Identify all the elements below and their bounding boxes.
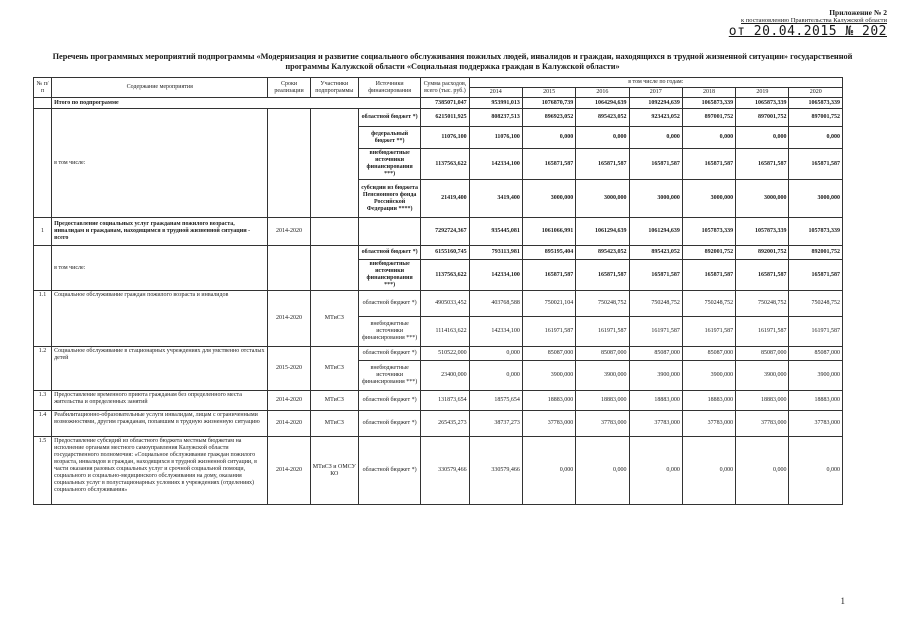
row-year-value: 3000,000 [576, 180, 629, 218]
row-year-value: 897001,752 [736, 109, 789, 127]
row-year-value: 161971,587 [789, 317, 843, 347]
row-content: в том числе: [52, 246, 268, 291]
row-year-value: 793113,981 [469, 246, 522, 260]
row-term: 2014-2020 [268, 291, 310, 347]
appendix-block [557, 8, 887, 39]
row-total: 6155160,745 [421, 246, 469, 260]
row-year-value: 165871,587 [522, 149, 575, 180]
page-number: 1 [840, 596, 845, 606]
row-year-value: 161971,587 [682, 317, 735, 347]
row-total: 23400,000 [421, 361, 469, 391]
col-by-years: в том числе по годам: [469, 78, 842, 88]
row-source: внебюджетные источники финансирования ***) [358, 317, 420, 347]
row-year-value: 0,000 [736, 437, 789, 505]
row-year-value: 18883,000 [789, 391, 843, 411]
row-year-value: 165871,587 [682, 260, 735, 291]
row-year-value: 165871,587 [629, 260, 682, 291]
row-source: областной бюджет *) [358, 411, 420, 437]
table-row [34, 291, 843, 317]
row-source: областной бюджет *) [358, 437, 420, 505]
row-num [34, 246, 52, 291]
row-year-value: 0,000 [682, 437, 735, 505]
row-term: 2014-2020 [268, 218, 310, 246]
row-year-value: 892001,752 [736, 246, 789, 260]
row-source: областной бюджет *) [358, 347, 420, 361]
row-content: Предоставление субсидий из областного бюджета местным бюджетам на исполнение органами местного самоуправления Калужской области государственного полномочия: «Социальное обслуживание граждан пожилого возраста, инвалидов и граждан, находящихся в трудной жизненной ситуации, в части оказания разовых социальных услуг и срочной социальной помощи, социального и социально-медицинского обслуживания на дому, оказания социальных услуг в полустационарных условиях в учреждениях (отделениях) социального обслуживания» [52, 437, 268, 505]
row-year-value: 85087,000 [682, 347, 735, 361]
row-year-value: 142334,100 [469, 260, 522, 291]
row-total: 6215011,925 [421, 109, 469, 127]
table-row [34, 411, 843, 437]
decree-label: к постановлению Правительства Калужской области [741, 17, 887, 24]
col-total: Сумма расходов, всего (тыс. руб.) [421, 78, 469, 98]
row-year-value: 1057873,339 [789, 218, 843, 246]
table-row [34, 218, 843, 246]
row-year-value: 3900,000 [576, 361, 629, 391]
row-year-value: 18883,000 [576, 391, 629, 411]
row-year-value: 85087,000 [522, 347, 575, 361]
row-total: 131873,654 [421, 391, 469, 411]
row-term: 2014-2020 [268, 391, 310, 411]
row-year-value: 85087,000 [576, 347, 629, 361]
row-year-value: 1061294,639 [576, 218, 629, 246]
row-year-value: 0,000 [469, 361, 522, 391]
row-year-value: 37783,000 [629, 411, 682, 437]
row-participants: МТиСЗ [310, 347, 358, 391]
row-year-value: 0,000 [469, 347, 522, 361]
table-row [34, 391, 843, 411]
row-year-value: 3000,000 [736, 180, 789, 218]
row-year-value: 1092294,639 [629, 98, 682, 109]
row-year-value: 1057873,339 [736, 218, 789, 246]
row-year-value: 1065873,339 [789, 98, 843, 109]
row-content: Предоставление социальных услуг гражданам пожилого возраста, инвалидам и гражданам, находящимся в трудной жизненной ситуации - всего [52, 218, 268, 246]
col-participants: Участники подпрограммы [310, 78, 358, 98]
row-year-value: 750248,752 [682, 291, 735, 317]
row-year-value: 18883,000 [629, 391, 682, 411]
col-year: 2018 [682, 88, 735, 98]
row-num: 1.1 [34, 291, 52, 347]
row-year-value: 1057873,339 [682, 218, 735, 246]
row-total: 330579,466 [421, 437, 469, 505]
row-total: 1137563,622 [421, 149, 469, 180]
row-year-value: 165871,587 [789, 149, 843, 180]
col-sources: Источники финансирования [358, 78, 420, 98]
row-term: 2015-2020 [268, 347, 310, 391]
decree-date: от 20.04.2015 № 202 [728, 24, 887, 39]
row-total: 1137563,622 [421, 260, 469, 291]
col-content: Содержание мероприятия [52, 78, 268, 98]
row-term [268, 109, 310, 218]
row-source: внебюджетные источники финансирования ***) [358, 361, 420, 391]
col-terms: Сроки реализации [268, 78, 310, 98]
row-year-value: 750248,752 [736, 291, 789, 317]
table-row [34, 437, 843, 505]
row-year-value: 330579,466 [469, 437, 522, 505]
row-year-value: 892001,752 [682, 246, 735, 260]
row-year-value: 3000,000 [789, 180, 843, 218]
row-source: областной бюджет *) [358, 246, 420, 260]
table-row [34, 98, 843, 109]
row-year-value: 750248,752 [789, 291, 843, 317]
row-source: федеральный бюджет **) [358, 127, 420, 149]
row-total: 7292724,367 [421, 218, 469, 246]
row-year-value: 37783,000 [789, 411, 843, 437]
row-term: 2014-2020 [268, 411, 310, 437]
row-year-value: 1064294,639 [576, 98, 629, 109]
row-year-value: 0,000 [789, 437, 843, 505]
row-year-value: 85087,000 [736, 347, 789, 361]
row-year-value: 935445,081 [469, 218, 522, 246]
col-year: 2014 [469, 88, 522, 98]
row-num [34, 109, 52, 218]
row-participants [310, 109, 358, 218]
row-year-value: 403768,588 [469, 291, 522, 317]
row-content: Социальное обслуживание граждан пожилого возраста и инвалидов [52, 291, 268, 347]
row-year-value: 895423,052 [629, 246, 682, 260]
row-year-value: 897001,752 [682, 109, 735, 127]
col-year: 2016 [576, 88, 629, 98]
row-year-value: 142334,100 [469, 149, 522, 180]
row-year-value: 3000,000 [629, 180, 682, 218]
row-source: внебюджетные источники финансирования ***) [358, 260, 420, 291]
row-year-value: 0,000 [576, 437, 629, 505]
row-year-value: 953991,013 [469, 98, 522, 109]
row-year-value: 18883,000 [522, 391, 575, 411]
row-year-value: 3900,000 [522, 361, 575, 391]
row-year-value: 165871,587 [736, 260, 789, 291]
row-year-value: 165871,587 [522, 260, 575, 291]
row-participants: МТиСЗ и ОМСУ КО [310, 437, 358, 505]
row-year-value: 1076870,739 [522, 98, 575, 109]
row-content: Социальное обслуживание в стационарных учреждениях для умственно отсталых детей [52, 347, 268, 391]
row-year-value: 85087,000 [629, 347, 682, 361]
row-content: Реабилитационно-образовательные услуги инвалидам, лицам с ограниченными возможностями, другим гражданам, попавшим в трудную жизненную ситуацию [52, 411, 268, 437]
row-year-value: 3900,000 [682, 361, 735, 391]
program-table-wrapper [33, 77, 843, 505]
row-year-value: 0,000 [629, 437, 682, 505]
row-year-value: 3000,000 [682, 180, 735, 218]
row-year-value: 895423,052 [576, 246, 629, 260]
col-num: № п/п [34, 78, 52, 98]
row-year-value: 750248,752 [629, 291, 682, 317]
row-year-value: 1061066,991 [522, 218, 575, 246]
row-total: 21419,400 [421, 180, 469, 218]
row-source: областной бюджет *) [358, 391, 420, 411]
row-year-value: 0,000 [522, 437, 575, 505]
row-year-value: 11076,100 [469, 127, 522, 149]
row-year-value: 923423,052 [629, 109, 682, 127]
col-year: 2017 [629, 88, 682, 98]
row-total: 265435,273 [421, 411, 469, 437]
row-year-value: 750021,104 [522, 291, 575, 317]
row-year-value: 896923,052 [522, 109, 575, 127]
row-term: 2014-2020 [268, 437, 310, 505]
table-row [34, 246, 843, 260]
row-year-value: 18883,000 [736, 391, 789, 411]
row-year-value: 18575,654 [469, 391, 522, 411]
row-year-value: 892001,752 [789, 246, 843, 260]
row-year-value: 165871,587 [576, 260, 629, 291]
row-year-value: 3419,400 [469, 180, 522, 218]
row-year-value: 3000,000 [522, 180, 575, 218]
row-year-value: 895423,052 [576, 109, 629, 127]
row-year-value: 0,000 [682, 127, 735, 149]
row-year-value: 3900,000 [736, 361, 789, 391]
row-year-value: 895195,404 [522, 246, 575, 260]
row-source: внебюджетные источники финансирования ***) [358, 149, 420, 180]
row-num: 1.4 [34, 411, 52, 437]
row-year-value: 0,000 [736, 127, 789, 149]
row-year-value: 161971,587 [629, 317, 682, 347]
row-year-value: 808237,513 [469, 109, 522, 127]
row-year-value: 165871,587 [736, 149, 789, 180]
row-content: Итого по подпрограмме [52, 98, 421, 109]
document-title: Перечень программных мероприятий подпрограммы «Модернизация и развитие социального обслуживания пожилых людей, инвалидов и граждан, находящихся в трудной жизненной ситуации» государственной программы Калужской области «Социальная поддержка граждан в Калужской области» [52, 52, 853, 71]
appendix-label: Приложение № 2 [829, 8, 887, 17]
row-year-value: 0,000 [576, 127, 629, 149]
row-num: 1 [34, 218, 52, 246]
col-year: 2020 [789, 88, 843, 98]
row-year-value: 165871,587 [789, 260, 843, 291]
row-year-value: 161971,587 [576, 317, 629, 347]
row-source [358, 218, 420, 246]
row-year-value: 165871,587 [682, 149, 735, 180]
row-year-value: 3900,000 [789, 361, 843, 391]
row-year-value: 1065873,339 [682, 98, 735, 109]
row-year-value: 85087,000 [789, 347, 843, 361]
row-year-value: 0,000 [629, 127, 682, 149]
row-year-value: 161971,587 [522, 317, 575, 347]
row-year-value: 38737,273 [469, 411, 522, 437]
row-participants: МТиСЗ [310, 411, 358, 437]
row-year-value: 37783,000 [576, 411, 629, 437]
row-year-value: 161971,587 [736, 317, 789, 347]
col-year: 2019 [736, 88, 789, 98]
row-year-value: 0,000 [522, 127, 575, 149]
row-content: Предоставление временного приюта гражданам без определенного места жительства и определенных занятий [52, 391, 268, 411]
table-row [34, 109, 843, 127]
row-year-value: 750248,752 [576, 291, 629, 317]
row-total: 7385071,047 [421, 98, 469, 109]
row-source: субсидии из бюджета Пенсионного фонда Российской Федерации ****) [358, 180, 420, 218]
row-source: областной бюджет *) [358, 291, 420, 317]
row-year-value: 142334,100 [469, 317, 522, 347]
row-total: 4905033,452 [421, 291, 469, 317]
row-content: в том числе: [52, 109, 268, 218]
row-year-value: 3900,000 [629, 361, 682, 391]
row-year-value: 37783,000 [682, 411, 735, 437]
row-num: 1.3 [34, 391, 52, 411]
row-total: 1114163,622 [421, 317, 469, 347]
row-num [34, 98, 52, 109]
table-row [34, 347, 843, 361]
row-year-value: 165871,587 [629, 149, 682, 180]
row-participants [310, 246, 358, 291]
row-year-value: 1061294,639 [629, 218, 682, 246]
row-participants [310, 218, 358, 246]
row-year-value: 0,000 [789, 127, 843, 149]
row-year-value: 1065873,339 [736, 98, 789, 109]
row-term [268, 246, 310, 291]
row-year-value: 18883,000 [682, 391, 735, 411]
row-total: 11076,100 [421, 127, 469, 149]
row-num: 1.2 [34, 347, 52, 391]
row-num: 1.5 [34, 437, 52, 505]
col-year: 2015 [522, 88, 575, 98]
row-participants: МТиСЗ [310, 391, 358, 411]
program-table [33, 77, 843, 505]
row-year-value: 37783,000 [522, 411, 575, 437]
row-year-value: 165871,587 [576, 149, 629, 180]
row-total: 510522,000 [421, 347, 469, 361]
row-participants: МТиСЗ [310, 291, 358, 347]
row-source: областной бюджет *) [358, 109, 420, 127]
row-year-value: 37783,000 [736, 411, 789, 437]
row-year-value: 897001,752 [789, 109, 843, 127]
